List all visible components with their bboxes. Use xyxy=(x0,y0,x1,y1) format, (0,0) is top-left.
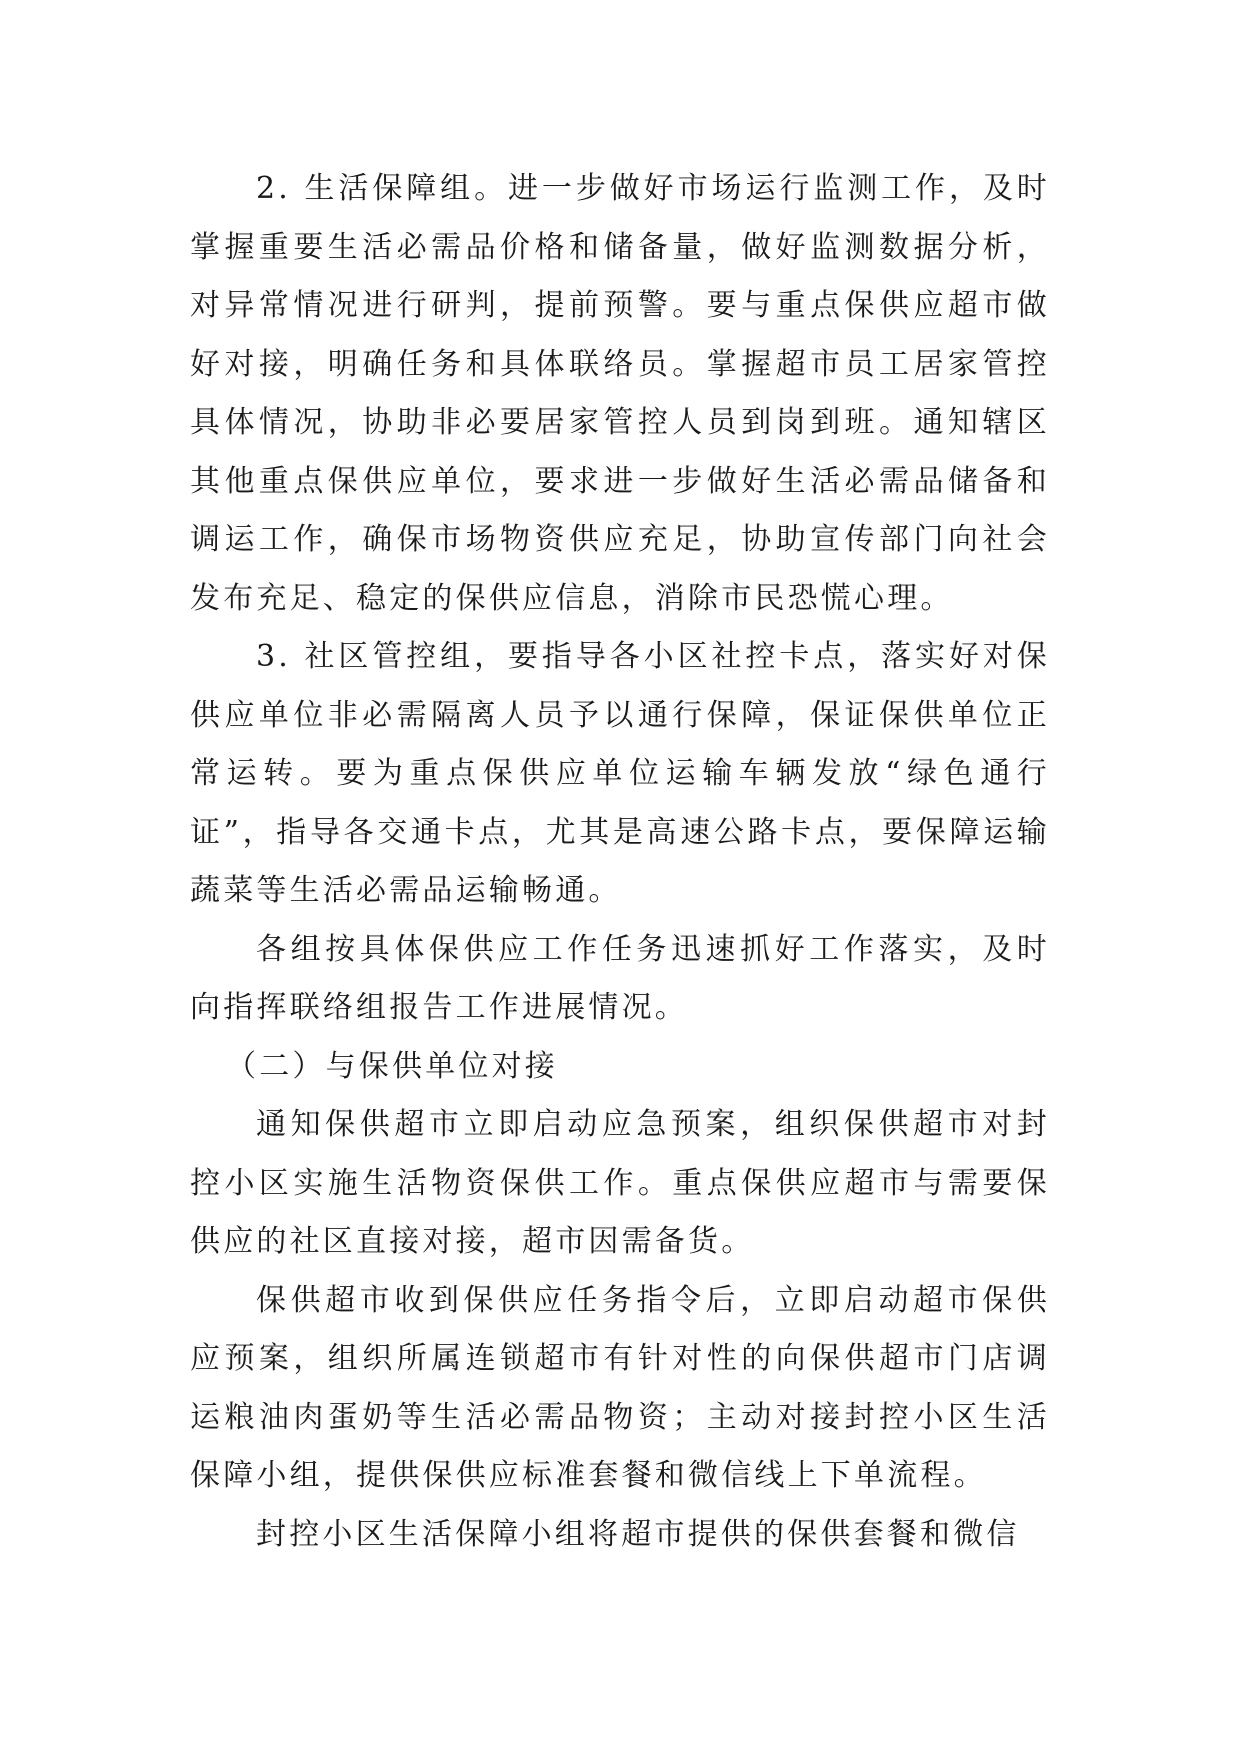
paragraph-notify-supermarkets: 通知保供超市立即启动应急预案，组织保供超市对封控小区实施生活物资保供工作。重点保供应超市与需要保供应的社区直接对接，超市因需备货。 xyxy=(190,1107,1050,1259)
paragraph-supermarket-response: 保供超市收到保供应任务指令后，立即启动超市保供应预案，组织所属连锁超市有针对性的向保供超市门店调运粮油肉蛋奶等生活必需品物资；主动对接封控小区生活保障小组，提供保供应标准套餐和微信线上下单流程。 xyxy=(190,1282,1050,1493)
paragraph-community-ordering: 封控小区生活保障小组将超市提供的保供套餐和微信 xyxy=(256,1516,1020,1552)
paragraph-group-reporting: 各组按具体保供应工作任务迅速抓好工作落实，及时向指挥联络组报告工作进展情况。 xyxy=(190,931,1050,1025)
section-subheading: （二）与保供单位对接 xyxy=(226,1048,558,1084)
paragraph-community-control-group: 3. 社区管控组，要指导各小区社控卡点，落实好对保供应单位非必需隔离人员予以通行保障，保证保供单位正常运转。要为重点保供应单位运输车辆发放“绿色通行证”，指导各交通卡点，尤其是高速公路卡点，要保障运输蔬菜等生活必需品运输畅通。 xyxy=(190,639,1050,908)
paragraph-living-support-group: 2. 生活保障组。进一步做好市场运行监测工作，及时掌握重要生活必需品价格和储备量，做好监测数据分析，对异常情况进行研判，提前预警。要与重点保供应超市做好对接，明确任务和具体联络员。掌握超市员工居家管控具体情况，协助非必要居家管控人员到岗到班。通知辖区其他重点保供应单位，要求进一步做好生活必需品储备和调运工作，确保市场物资供应充足，协助宣传部门向社会发布充足、稳定的保供应信息，消除市民恐慌心理。 xyxy=(190,171,1050,616)
document-body xyxy=(190,160,1050,1564)
